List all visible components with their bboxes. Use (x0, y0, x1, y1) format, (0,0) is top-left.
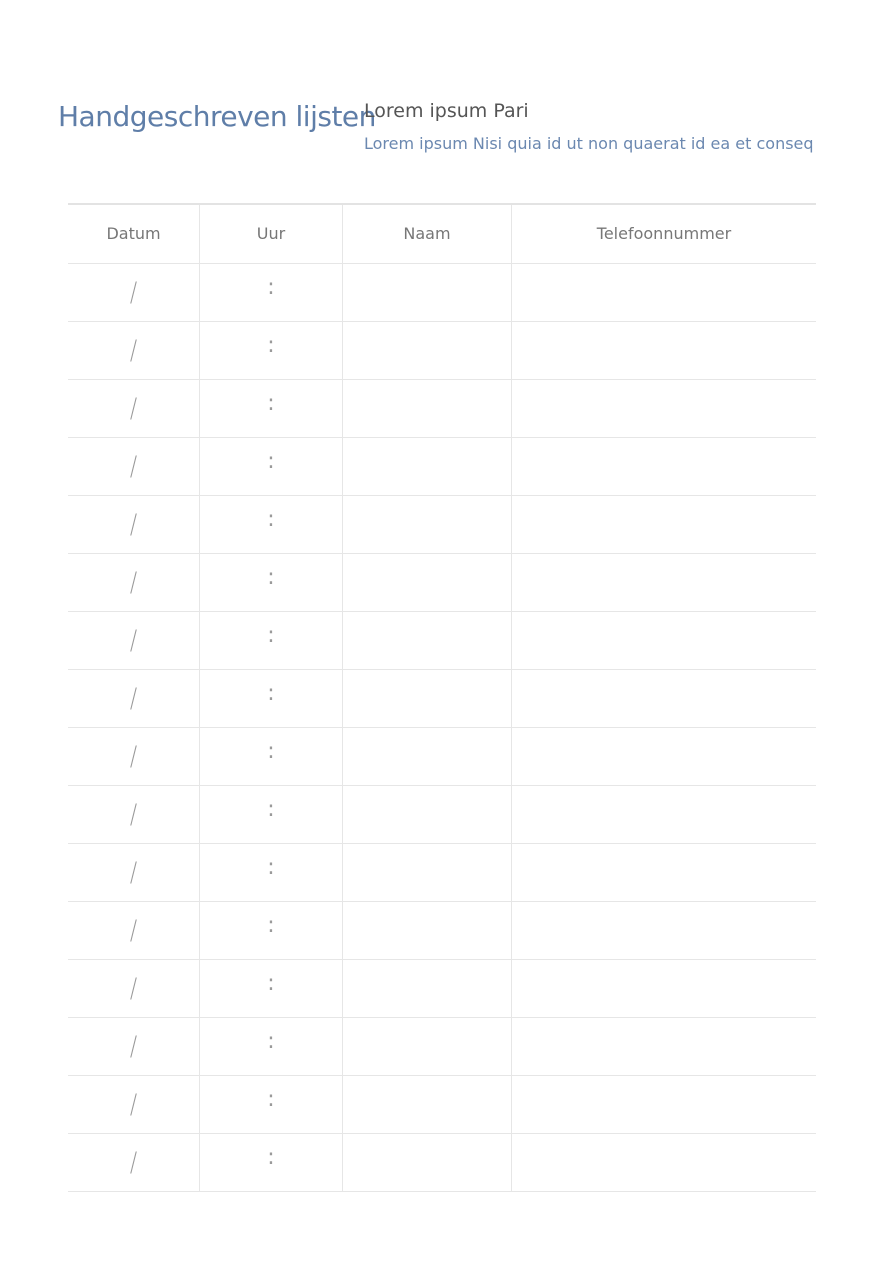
time-cell[interactable] (200, 901, 343, 959)
table-header (68, 204, 816, 263)
date-separator: / (129, 914, 138, 946)
date-cell[interactable] (68, 379, 200, 437)
time-cell[interactable] (200, 611, 343, 669)
date-separator: / (129, 972, 138, 1004)
name-cell[interactable] (343, 669, 512, 727)
date-cell[interactable] (68, 843, 200, 901)
table-row (68, 379, 816, 437)
name-cell[interactable] (343, 379, 512, 437)
name-cell[interactable] (343, 901, 512, 959)
phone-cell[interactable] (512, 437, 817, 495)
time-cell[interactable] (200, 1075, 343, 1133)
time-separator: : (267, 507, 275, 532)
date-cell[interactable] (68, 785, 200, 843)
date-cell[interactable] (68, 727, 200, 785)
time-cell[interactable] (200, 1017, 343, 1075)
time-separator: : (267, 565, 275, 590)
date-separator: / (129, 1030, 138, 1062)
time-cell[interactable] (200, 785, 343, 843)
name-cell[interactable] (343, 321, 512, 379)
table-row (68, 321, 816, 379)
date-cell[interactable] (68, 437, 200, 495)
date-separator: / (129, 450, 138, 482)
date-separator: / (129, 566, 138, 598)
time-cell[interactable] (200, 1133, 343, 1191)
column-header-time: Uur (200, 204, 343, 263)
time-separator: : (267, 855, 275, 880)
table-row (68, 1075, 816, 1133)
table-row (68, 901, 816, 959)
time-cell[interactable] (200, 553, 343, 611)
time-cell[interactable] (200, 843, 343, 901)
time-separator: : (267, 275, 275, 300)
table-row (68, 1133, 816, 1191)
name-cell[interactable] (343, 727, 512, 785)
time-separator: : (267, 623, 275, 648)
date-separator: / (129, 798, 138, 830)
time-cell[interactable] (200, 437, 343, 495)
name-cell[interactable] (343, 1017, 512, 1075)
time-cell[interactable] (200, 321, 343, 379)
time-cell[interactable] (200, 669, 343, 727)
phone-cell[interactable] (512, 1133, 817, 1191)
column-header-name: Naam (343, 204, 512, 263)
contact-log-table (68, 203, 816, 1192)
time-cell[interactable] (200, 263, 343, 321)
date-separator: / (129, 682, 138, 714)
date-separator: / (129, 1088, 138, 1120)
date-cell[interactable] (68, 1075, 200, 1133)
phone-cell[interactable] (512, 553, 817, 611)
table-header-row (68, 204, 816, 263)
name-cell[interactable] (343, 959, 512, 1017)
time-cell[interactable] (200, 379, 343, 437)
table-row (68, 669, 816, 727)
time-cell[interactable] (200, 495, 343, 553)
name-cell[interactable] (343, 553, 512, 611)
date-separator: / (129, 334, 138, 366)
time-separator: : (267, 971, 275, 996)
time-separator: : (267, 913, 275, 938)
name-cell[interactable] (343, 785, 512, 843)
time-cell[interactable] (200, 959, 343, 1017)
phone-cell[interactable] (512, 959, 817, 1017)
phone-cell[interactable] (512, 727, 817, 785)
date-cell[interactable] (68, 901, 200, 959)
table-row (68, 437, 816, 495)
date-separator: / (129, 740, 138, 772)
date-cell[interactable] (68, 1133, 200, 1191)
table-body (68, 263, 816, 1191)
phone-cell[interactable] (512, 901, 817, 959)
phone-cell[interactable] (512, 495, 817, 553)
page-title: Handgeschreven lijsten (58, 100, 376, 133)
date-cell[interactable] (68, 1017, 200, 1075)
date-cell[interactable] (68, 321, 200, 379)
name-cell[interactable] (343, 1133, 512, 1191)
contact-log-table-container (68, 203, 816, 1192)
table-row (68, 727, 816, 785)
table-row (68, 553, 816, 611)
time-separator: : (267, 1145, 275, 1170)
time-cell[interactable] (200, 727, 343, 785)
phone-cell[interactable] (512, 669, 817, 727)
time-separator: : (267, 449, 275, 474)
date-cell[interactable] (68, 553, 200, 611)
time-separator: : (267, 797, 275, 822)
phone-cell[interactable] (512, 843, 817, 901)
table-row (68, 611, 816, 669)
time-separator: : (267, 681, 275, 706)
table-row (68, 785, 816, 843)
date-separator: / (129, 1146, 138, 1178)
time-separator: : (267, 739, 275, 764)
time-separator: : (267, 1087, 275, 1112)
page-header (58, 96, 838, 176)
phone-cell[interactable] (512, 379, 817, 437)
phone-cell[interactable] (512, 321, 817, 379)
table-row (68, 843, 816, 901)
time-separator: : (267, 333, 275, 358)
table-row (68, 959, 816, 1017)
date-cell[interactable] (68, 669, 200, 727)
date-separator: / (129, 276, 138, 308)
date-cell[interactable] (68, 263, 200, 321)
name-cell[interactable] (343, 611, 512, 669)
column-header-phone: Telefoonnummer (512, 204, 817, 263)
date-separator: / (129, 392, 138, 424)
date-cell[interactable] (68, 959, 200, 1017)
name-cell[interactable] (343, 437, 512, 495)
phone-cell[interactable] (512, 1075, 817, 1133)
table-row (68, 1017, 816, 1075)
table-row (68, 495, 816, 553)
phone-cell[interactable] (512, 263, 817, 321)
page-subtitle: Lorem ipsum Pari (364, 100, 529, 122)
date-separator: / (129, 624, 138, 656)
phone-cell[interactable] (512, 1017, 817, 1075)
name-cell[interactable] (343, 495, 512, 553)
name-cell[interactable] (343, 843, 512, 901)
phone-cell[interactable] (512, 785, 817, 843)
date-separator: / (129, 508, 138, 540)
table-row (68, 263, 816, 321)
time-separator: : (267, 1029, 275, 1054)
time-separator: : (267, 391, 275, 416)
name-cell[interactable] (343, 1075, 512, 1133)
phone-cell[interactable] (512, 611, 817, 669)
date-cell[interactable] (68, 611, 200, 669)
column-header-date: Datum (68, 204, 200, 263)
name-cell[interactable] (343, 263, 512, 321)
date-cell[interactable] (68, 495, 200, 553)
page-description: Lorem ipsum Nisi quia id ut non quaerat id ea et conseq (364, 134, 814, 153)
date-separator: / (129, 856, 138, 888)
